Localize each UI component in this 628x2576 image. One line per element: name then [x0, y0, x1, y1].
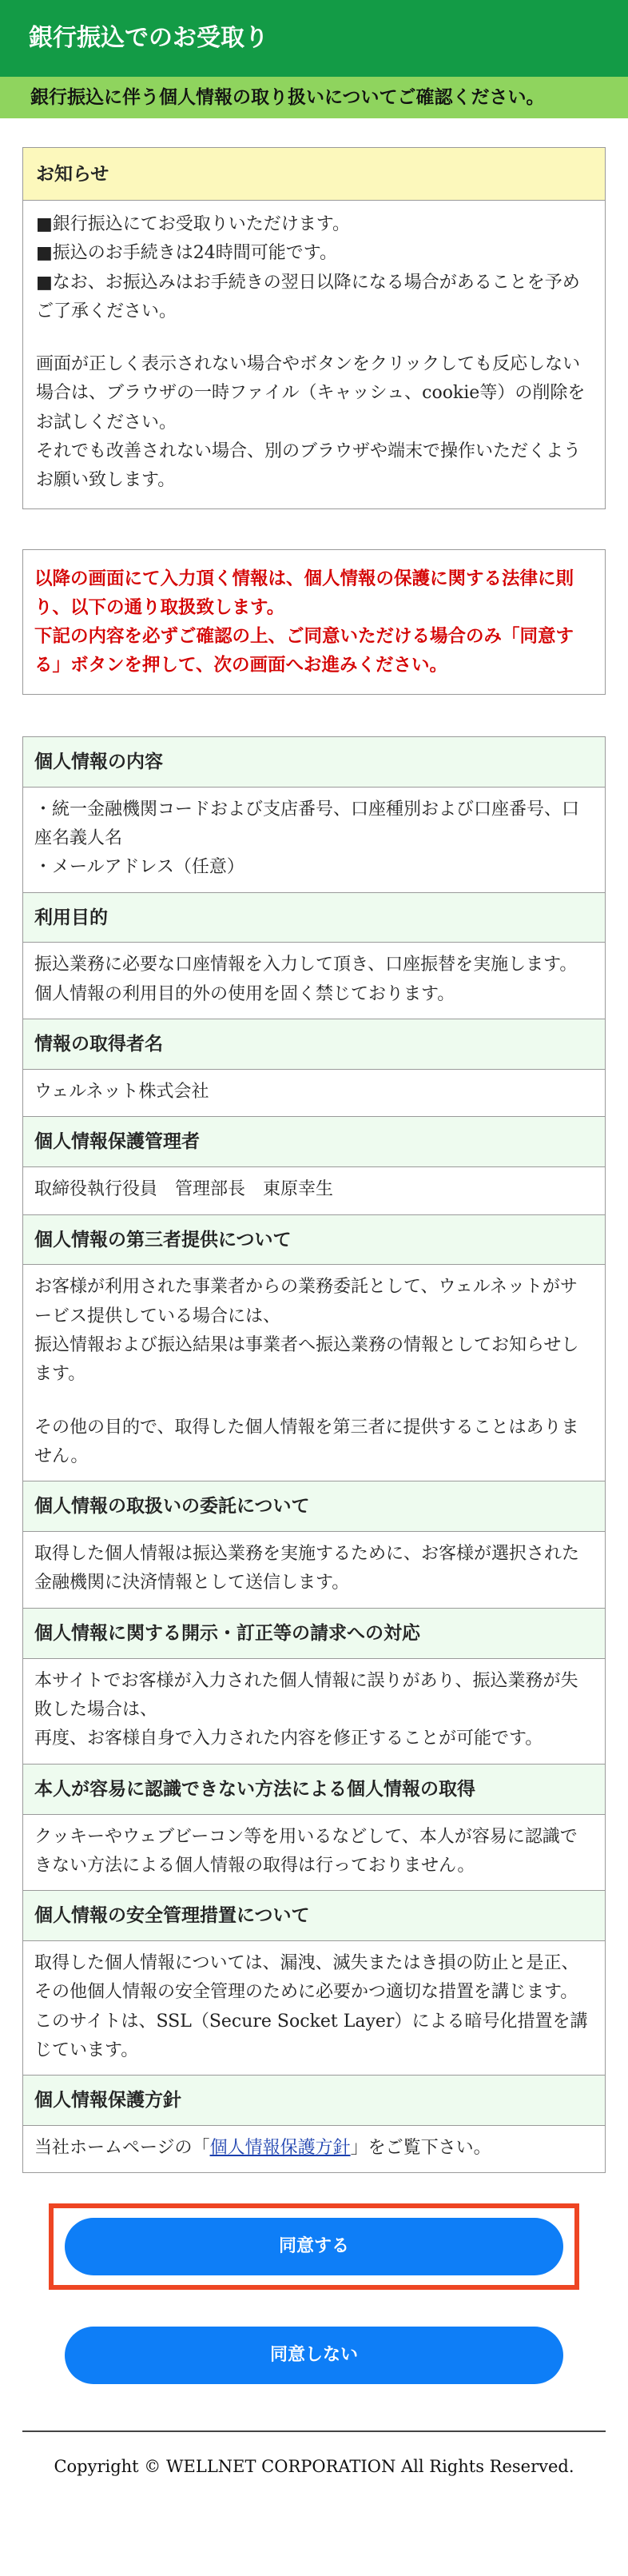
- section-body-policy: [23, 2126, 605, 2172]
- privacy-policy-link[interactable]: 個人情報保護方針: [209, 2138, 351, 2159]
- warning-line: 以降の画面にて入力頂く情報は、個人情報の保護に関する法律に則り、以下の通り取扱致します。: [34, 568, 574, 618]
- section-body-acquirer: [23, 1070, 605, 1117]
- section-text: 取得した個人情報については、漏洩、滅失またはき損の防止と是正、その他個人情報の安全管理のために必要かつ適切な措置を講じます。: [34, 1953, 579, 2003]
- section-text: ・メールアドレス（任意）: [34, 857, 244, 878]
- section-text: その他の目的で、取得した個人情報を第三者に提供することはありません。: [34, 1417, 579, 1466]
- notice-line: ■銀行振込にてお受取りいただけます。: [36, 214, 351, 234]
- section-text: お客様が利用された事業者からの業務委託として、ウェルネットがサービス提供している場合には、: [34, 1277, 578, 1326]
- notice-heading: お知らせ: [23, 148, 605, 201]
- page-subtitle: 銀行振込に伴う個人情報の取り扱いについてご確認ください。: [0, 77, 628, 118]
- section-text: ウェルネット株式会社: [34, 1081, 209, 1102]
- section-body-content: [23, 788, 605, 893]
- section-heading-security: 個人情報の安全管理措置について: [23, 1891, 605, 1941]
- section-heading-purpose: 利用目的: [23, 893, 605, 943]
- notice-line: ■なお、お振込みはお手続きの翌日以降になる場合があることを予めご了承ください。: [36, 272, 580, 321]
- section-heading-third-party: 個人情報の第三者提供について: [23, 1215, 605, 1266]
- section-text: 取得した個人情報は振込業務を実施するために、お客様が選択された金融機関に決済情報として送信します。: [34, 1544, 580, 1593]
- section-body-security: [23, 1941, 605, 2076]
- section-body-third-party: [23, 1265, 605, 1481]
- section-body-disclosure: [23, 1659, 605, 1765]
- section-heading-cookies: 本人が容易に認識できない方法による個人情報の取得: [23, 1765, 605, 1815]
- section-heading-content: 個人情報の内容: [23, 737, 605, 788]
- section-text: ・統一金融機関コードおよび支店番号、口座種別および口座番号、口座名義人名: [34, 799, 580, 848]
- policy-prefix: 当社ホームページの「: [34, 2138, 210, 2159]
- section-heading-outsourcing: 個人情報の取扱いの委託について: [23, 1481, 605, 1532]
- policy-text: [34, 2134, 594, 2163]
- section-heading-acquirer: 情報の取得者名: [23, 1019, 605, 1070]
- notice-line: ■振込のお手続きは24時間可能です。: [36, 243, 338, 264]
- section-heading-manager: 個人情報保護管理者: [23, 1117, 605, 1167]
- section-text: 本サイトでお客様が入力された個人情報に誤りがあり、振込業務が失敗した場合は、: [34, 1670, 578, 1720]
- footer-copyright: Copyright © WELLNET CORPORATION All Rights Reserved.: [22, 2430, 606, 2505]
- agree-highlight-frame: [49, 2203, 579, 2290]
- section-text: 振込業務に必要な口座情報を入力して頂き、口座振替を実施します。個人情報の利用目的外の使用を固く禁じております。: [34, 955, 578, 1004]
- section-body-cookies: [23, 1815, 605, 1892]
- page-title: 銀行振込でのお受取り: [0, 0, 628, 77]
- notice-body: [23, 201, 605, 508]
- section-body-manager: [23, 1167, 605, 1214]
- agree-button[interactable]: 同意する: [65, 2218, 563, 2275]
- page-header: [0, 0, 628, 118]
- section-heading-disclosure: 個人情報に関する開示・訂正等の請求への対応: [23, 1609, 605, 1659]
- notice-box: [22, 147, 606, 509]
- section-text: 振込情報および振込結果は事業者へ振込業務の情報としてお知らせします。: [34, 1335, 579, 1385]
- section-heading-policy: 個人情報保護方針: [23, 2076, 605, 2126]
- section-body-outsourcing: [23, 1532, 605, 1609]
- section-text: 取締役執行役員 管理部長 東原幸生: [34, 1179, 334, 1200]
- warning-line: 下記の内容を必ずご確認の上、ご同意いただける場合のみ「同意する」ボタンを押して、次の画面へお進みください。: [34, 625, 574, 676]
- notice-help-text: 画面が正しく表示されない場合やボタンをクリックしても反応しない場合は、ブラウザの一時ファイル（キャッシュ、cookie等）の削除をお試しください。: [36, 354, 586, 433]
- policy-suffix: 」をご覧下さい。: [350, 2138, 491, 2159]
- disagree-button[interactable]: 同意しない: [65, 2327, 563, 2384]
- section-text: 再度、お客様自身で入力された内容を修正することが可能です。: [34, 1729, 543, 1749]
- notice-help-text: それでも改善されない場合、別のブラウザや端末で操作いただくようお願い致します。: [36, 441, 582, 491]
- privacy-info-table: [22, 736, 606, 2174]
- section-text: このサイトは、SSL（Secure Socket Layer）による暗号化措置を講じています。: [34, 2011, 588, 2060]
- section-text: クッキーやウェブビーコン等を用いるなどして、本人が容易に認識できない方法による個人情報の取得は行っておりません。: [34, 1826, 578, 1876]
- section-body-purpose: [23, 943, 605, 1019]
- consent-warning: [22, 549, 606, 695]
